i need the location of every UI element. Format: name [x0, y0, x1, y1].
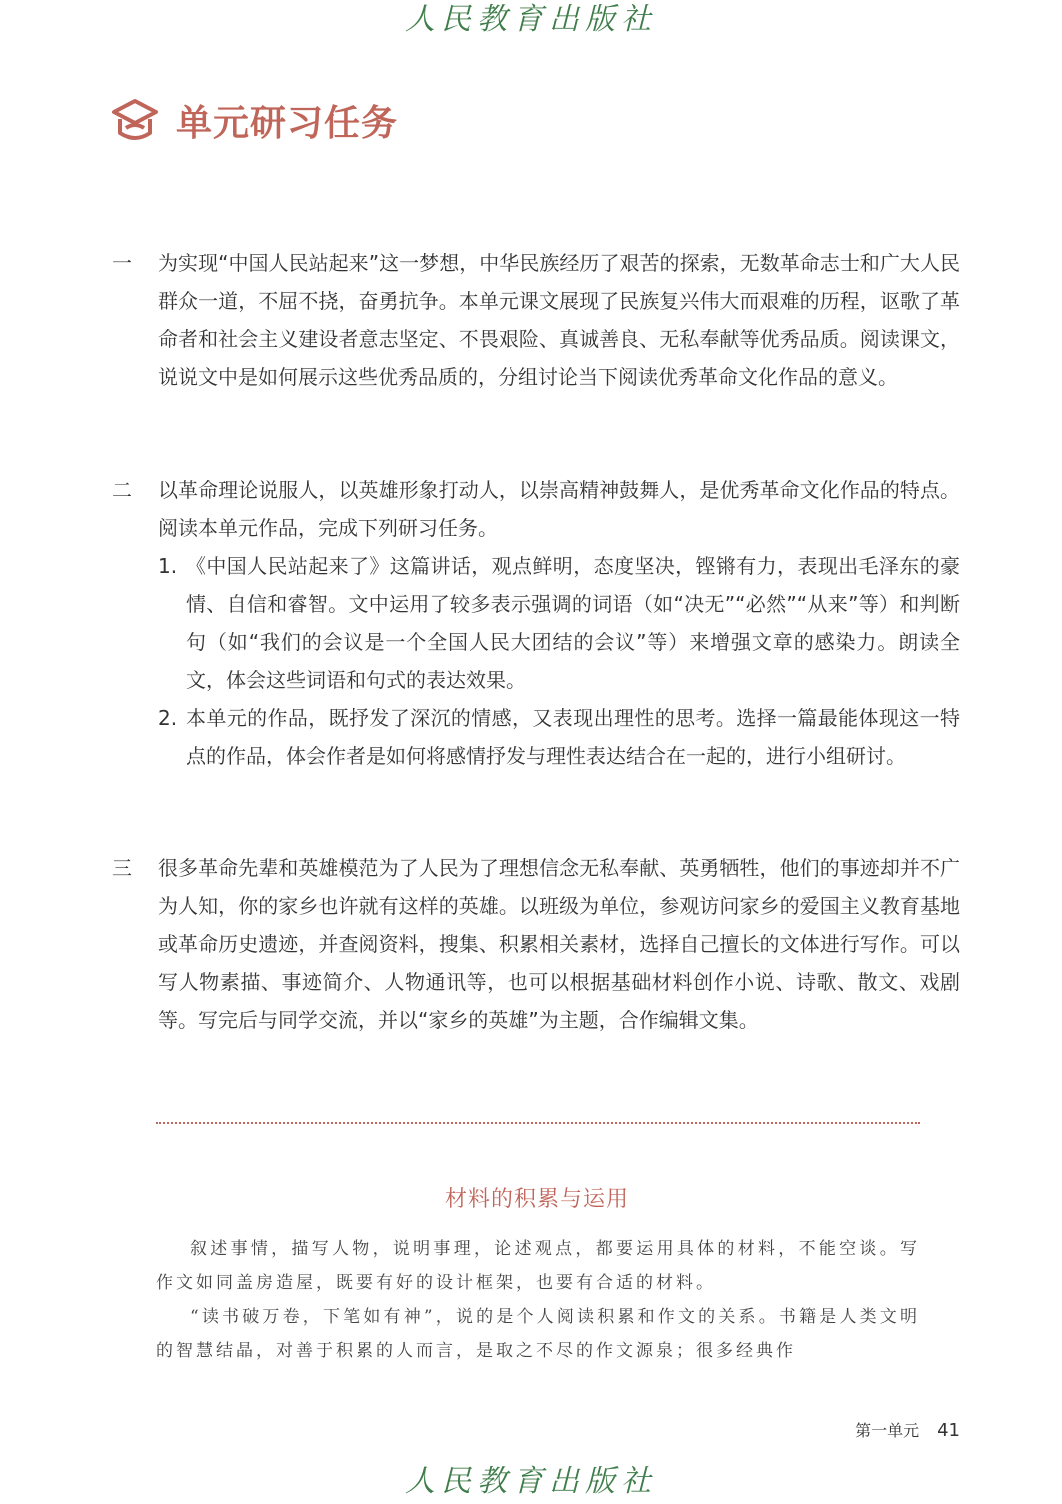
box-title: 材料的积累与运用: [444, 1187, 629, 1212]
task-text: 很多革命先辈和英雄模范为了人民为了理想信念无私奉献、英勇牺牲，他们的事迹却并不广为人知，你的家乡也许就有这样的英雄。以班级为单位，参观访问家乡的爱国主义教育基地或革命历史遗迹，并查阅资料，搜集、积累相关素材，选择自己擅长的文体进行写作。可以写人物素描、事迹简介、人物通讯等，也可以根据基础材料创作小说、诗歌、散文、戏剧等。写完后与同学交流，并以“家乡的英雄”为主题，合作编辑文集。: [158, 856, 960, 1032]
subtask-text: 本单元的作品，既抒发了深沉的情感，又表现出理性的思考。选择一篇最能体现这一特点的作品，体会作者是如何将感情抒发与理性表达结合在一起的，进行小组研讨。: [186, 706, 960, 768]
task-text: 为实现“中国人民站起来”这一梦想，中华民族经历了艰苦的探索，无数革命志士和广大人民群众一道，不屈不挠，奋勇抗争。本单元课文展现了民族复兴伟大而艰难的历程，讴歌了革命者和社会主义建设者意志坚定、不畏艰险、真诚善良、无私奉献等优秀品质。阅读课文，说说文中是如何展示这些优秀品质的，分组讨论当下阅读优秀革命文化作品的意义。: [158, 251, 960, 389]
task-1: [112, 244, 960, 396]
box-paragraph: “读书破万卷，下笔如有神”，说的是个人阅读积累和作文的关系。书籍是人类文明的智慧结晶，对善于积累的人而言，是取之不尽的作文源泉；很多经典作: [156, 1307, 920, 1361]
page-footer: [855, 1418, 960, 1441]
box-body: [156, 1232, 920, 1368]
dotted-divider: [156, 1122, 920, 1124]
graduation-cap-icon: [112, 97, 158, 143]
box-paragraph: 叙述事情，描写人物，说明事理，论述观点，都要运用具体的材料，不能空谈。写作文如同盖房造屋，既要有好的设计框架，也要有合适的材料。: [156, 1239, 920, 1293]
task-3: [112, 849, 960, 1039]
section-header: [112, 92, 398, 148]
task-number: 二: [112, 478, 132, 502]
task-text: 以革命理论说服人，以英雄形象打动人，以崇高精神鼓舞人，是优秀革命文化作品的特点。阅读本单元作品，完成下列研习任务。: [158, 478, 960, 540]
publisher-logo-top: 人民教育出版社: [405, 2, 657, 37]
subtask-number: 2.: [158, 706, 178, 730]
task-2: [112, 471, 960, 775]
subtask-1: [158, 547, 960, 699]
unit-label: 第一单元: [855, 1421, 920, 1440]
subtask-2: [158, 699, 960, 775]
subtask-number: 1.: [158, 554, 178, 578]
page-title: 单元研习任务: [176, 102, 399, 144]
task-number: 一: [112, 251, 132, 275]
publisher-logo-bottom: 人民教育出版社: [405, 1464, 657, 1499]
page-number: 41: [937, 1420, 960, 1441]
subtask-text: 《中国人民站起来了》这篇讲话，观点鲜明，态度坚决，铿锵有力，表现出毛泽东的豪情、自信和睿智。文中运用了较多表示强调的词语（如“决无”“必然”“从来”等）和判断句（如“我们的会议是一个全国人民大团结的会议”等）来增强文章的感染力。朗读全文，体会这些词语和句式的表达效果。: [186, 554, 960, 692]
task-number: 三: [112, 856, 132, 880]
